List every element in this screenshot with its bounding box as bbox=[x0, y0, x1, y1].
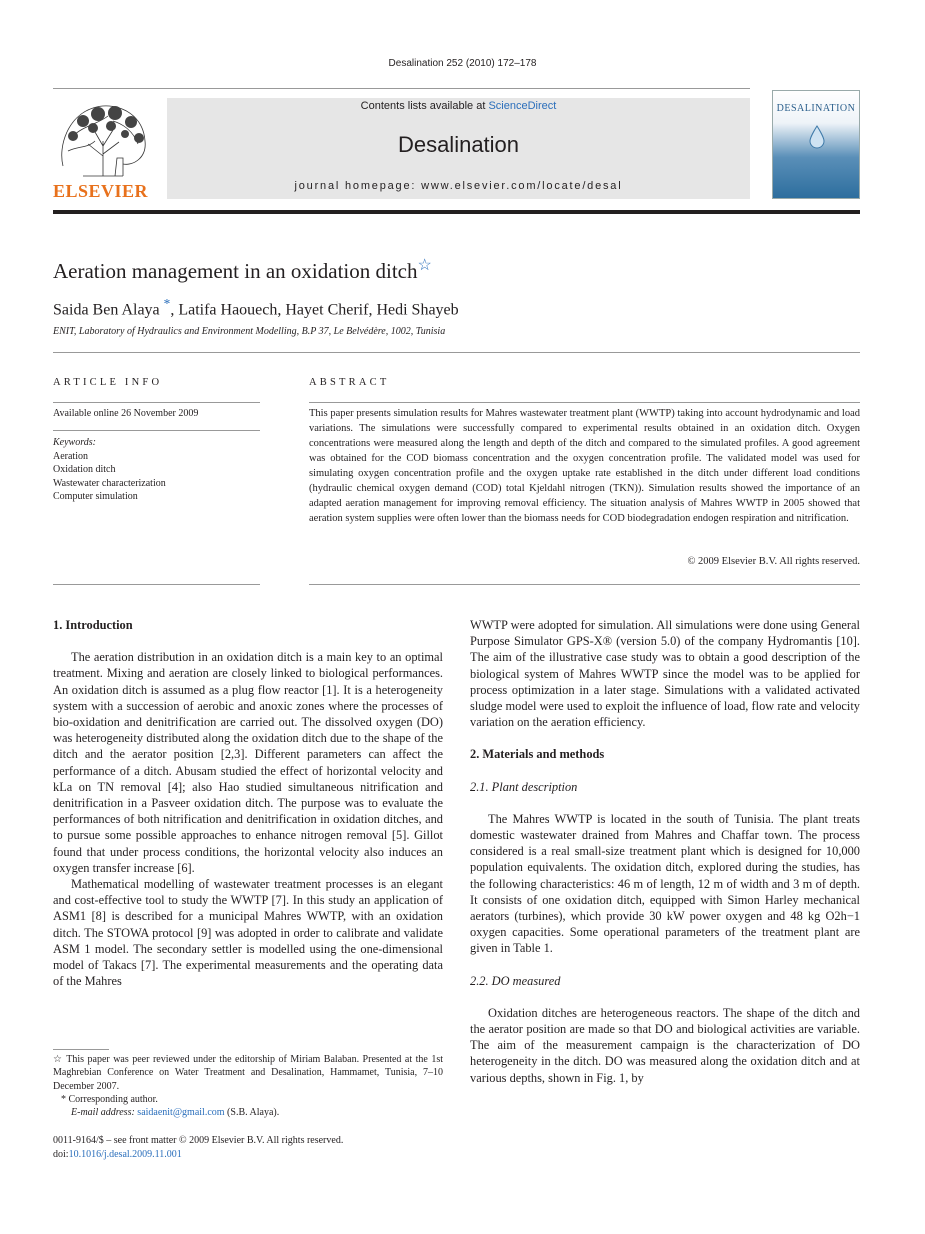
footnote-review: ☆ This paper was peer reviewed under the editorship of Miriam Balaban. Presented at the 1st Maghrebian Conference on Water Treatment and Desalination, Hammamet, Tunisia, 7–10 December 2007. bbox=[53, 1054, 443, 1092]
header-thick-rule bbox=[53, 210, 860, 214]
corresponding-author-mark[interactable]: * bbox=[163, 296, 171, 311]
article-title-text: Aeration management in an oxidation ditch bbox=[53, 259, 418, 283]
water-drop-icon bbox=[809, 125, 825, 149]
journal-citation: Desalination 252 (2010) 172–178 bbox=[388, 58, 537, 69]
keyword: Wastewater characterization bbox=[53, 477, 166, 489]
abstract-heading: ABSTRACT bbox=[309, 377, 390, 388]
abstract-rule bbox=[309, 402, 860, 403]
intro-paragraph-1: The aeration distribution in an oxidation ditch is a main key to an optimal treatment. Mixing and aeration are closely linked to biological performances. An oxidation ditch is assumed as a plug flow reactor [1]. It is a heterogeneity system with a succession of aerobic and anoxic zones where the processes of bio-oxidation and denitrification are carried out. The dissolved oxygen (DO) was heterogeneity distributed along the oxidation ditch due to the shape of the ditch and the aerator position [2,3]. Different parameters can affect the performance of a ditch. Abusam studied the effect of horizontal velocity and kLa on TN removal [4]; also Hao studied simultaneous nitrification and denitrification in a Pasveer oxidation ditch. The purpose was to evaluate the performances of both nitrification and denitrification in oxidation ditches, and to pursue some possible approaches to enhance nitrogen removal [5]. Gillot found that under process conditions, the horizontal velocity also induces an oxygen transfer increase [6]. bbox=[53, 650, 443, 875]
footnote-rule bbox=[53, 1049, 109, 1050]
keywords-rule bbox=[53, 430, 260, 431]
plant-description-paragraph: The Mahres WWTP is located in the south of Tunisia. The plant treats domestic wastewater drained from Mahres and Chaffar town. The process considered is a real small-size treatment plant which is designed for 10,000 population equivalents. The oxidation ditch, explored during the studies, has the following characteristics: 46 m of length, 12 m of width and 3 m of depth. It consists of one oxidation ditch, equipped with Simon Harley mechanical aerators (turbines), which provide 30 kW power oxygen and 48 kg O2h−1 oxygen capacities. Some operational parameters of the treatment plant are given in Table 1. bbox=[470, 811, 860, 956]
article-info-rule bbox=[53, 402, 260, 403]
available-online: Available online 26 November 2009 bbox=[53, 408, 199, 419]
doi-line bbox=[53, 1148, 343, 1162]
footnote-email bbox=[53, 1106, 443, 1119]
tree-icon bbox=[53, 96, 153, 181]
title-rule bbox=[53, 352, 860, 353]
plant-description-heading: 2.1. Plant description bbox=[470, 779, 578, 794]
article-info-bottom-rule bbox=[53, 584, 260, 585]
footnotes bbox=[53, 1053, 443, 1119]
contents-prefix: Contents lists available at bbox=[360, 100, 489, 112]
journal-homepage[interactable]: journal homepage: www.elsevier.com/locate/desal bbox=[294, 180, 623, 192]
other-authors: , Latifa Haouech, Hayet Cherif, Hedi Shayeb bbox=[170, 301, 459, 319]
email-link[interactable]: saidaenit@gmail.com bbox=[137, 1107, 225, 1119]
right-column bbox=[470, 617, 860, 1086]
author-1: Saida Ben Alaya bbox=[53, 301, 160, 319]
keyword: Aeration bbox=[53, 450, 88, 462]
affiliation: ENIT, Laboratory of Hydraulics and Environment Modelling, B.P 37, Le Belvédère, 1002, Tunisia bbox=[53, 326, 446, 337]
title-footnote-mark[interactable]: ☆ bbox=[417, 257, 432, 274]
footnote-corresponding: * Corresponding author. bbox=[61, 1093, 158, 1105]
issn-block bbox=[53, 1134, 343, 1161]
email-label: E-mail address: bbox=[71, 1107, 138, 1119]
author-list bbox=[53, 296, 459, 319]
keywords-block bbox=[53, 436, 166, 504]
abstract-bottom-rule bbox=[309, 584, 860, 585]
journal-cover-image bbox=[772, 90, 860, 199]
contents-line bbox=[167, 100, 750, 112]
methods-heading: 2. Materials and methods bbox=[470, 747, 605, 762]
right-paragraph-1: WWTP were adopted for simulation. All simulations were done using General Purpose Simulator GPS-X® (version 5.0) of the company Hydromantis [10]. The aim of the illustrative case study was to obtain a good description of the biological system of Mahres WWTP since the model was to be applied for process optimization in a later stage. Simulations with a validated activated sludge model were used to exploit the influence of load, flow rate and velocity variation on the aeration efficiency. bbox=[470, 618, 860, 730]
keywords-label: Keywords: bbox=[53, 437, 96, 448]
do-measured-heading: 2.2. DO measured bbox=[470, 973, 561, 988]
abstract-text: This paper presents simulation results for Mahres wastewater treatment plant (WWTP) taking into account hydrodynamic and load variations. The simulations were successfully compared to experimental results obtained in an oxidation ditch. Oxygen concentrations were measured along the length and depth of the ditch and compared to the simulated profiles. A good agreement was obtained for the COD biomass concentration and the oxygen concentration profile. The validated model was used for simulating oxygen concentration profile and the oxygen uptake rate established in the ditch under different load conditions (hydraulic chemical oxygen demand (COD) total Kjeldahl nitrogen (TKN)). Simulation results showed the importance of an adapted aeration management for improving removal efficiency. The situation analysis of Mahres WWTP in 2005 showed that aeration system supplies were often lower than the biomass needs for COD biodegradation endogen respiration and nitrification. bbox=[309, 408, 860, 524]
doi-link[interactable]: 10.1016/j.desal.2009.11.001 bbox=[68, 1148, 182, 1160]
keyword: Oxidation ditch bbox=[53, 464, 116, 475]
introduction-heading: 1. Introduction bbox=[53, 618, 133, 632]
sciencedirect-link[interactable]: ScienceDirect bbox=[488, 100, 557, 112]
cover-title: DESALINATION bbox=[776, 103, 856, 114]
intro-paragraph-2: Mathematical modelling of wastewater treatment processes is an elegant and cost-effective tool to study the WWTP [7]. In this study an application of ASM1 [8] is described for a municipal Mahres WWTP, with an oxidation ditch. The STOWA protocol [9] was adopted in order to calibrate and validate ASM 1 model. The secondary settler is modelled using the one-dimensional model of Takacs [7]. The experimental measurements and the operating data of the Mahres bbox=[53, 877, 443, 989]
issn-line: 0011-9164/$ – see front matter © 2009 Elsevier B.V. All rights reserved. bbox=[53, 1135, 344, 1146]
left-column bbox=[53, 617, 443, 989]
elsevier-logo-text: ELSEVIER bbox=[53, 181, 149, 201]
doi-label: doi: bbox=[53, 1148, 69, 1160]
do-measured-paragraph: Oxidation ditches are heterogeneous reactors. The shape of the ditch and the aerator position are made so that DO and biological activities are variable. The aim of the measurement campaign is the characterization of DO heterogeneity in the ditch. DO was measured along the oxidation ditch and at various depths, shown in Fig. 1, by bbox=[470, 1005, 860, 1085]
keyword: Computer simulation bbox=[53, 491, 138, 502]
article-info-heading: ARTICLE INFO bbox=[53, 377, 163, 388]
journal-name: Desalination bbox=[397, 132, 520, 157]
email-suffix: (S.B. Alaya). bbox=[224, 1107, 280, 1119]
article-title bbox=[53, 255, 432, 284]
header-rule bbox=[53, 88, 750, 89]
copyright: © 2009 Elsevier B.V. All rights reserved. bbox=[687, 556, 860, 567]
